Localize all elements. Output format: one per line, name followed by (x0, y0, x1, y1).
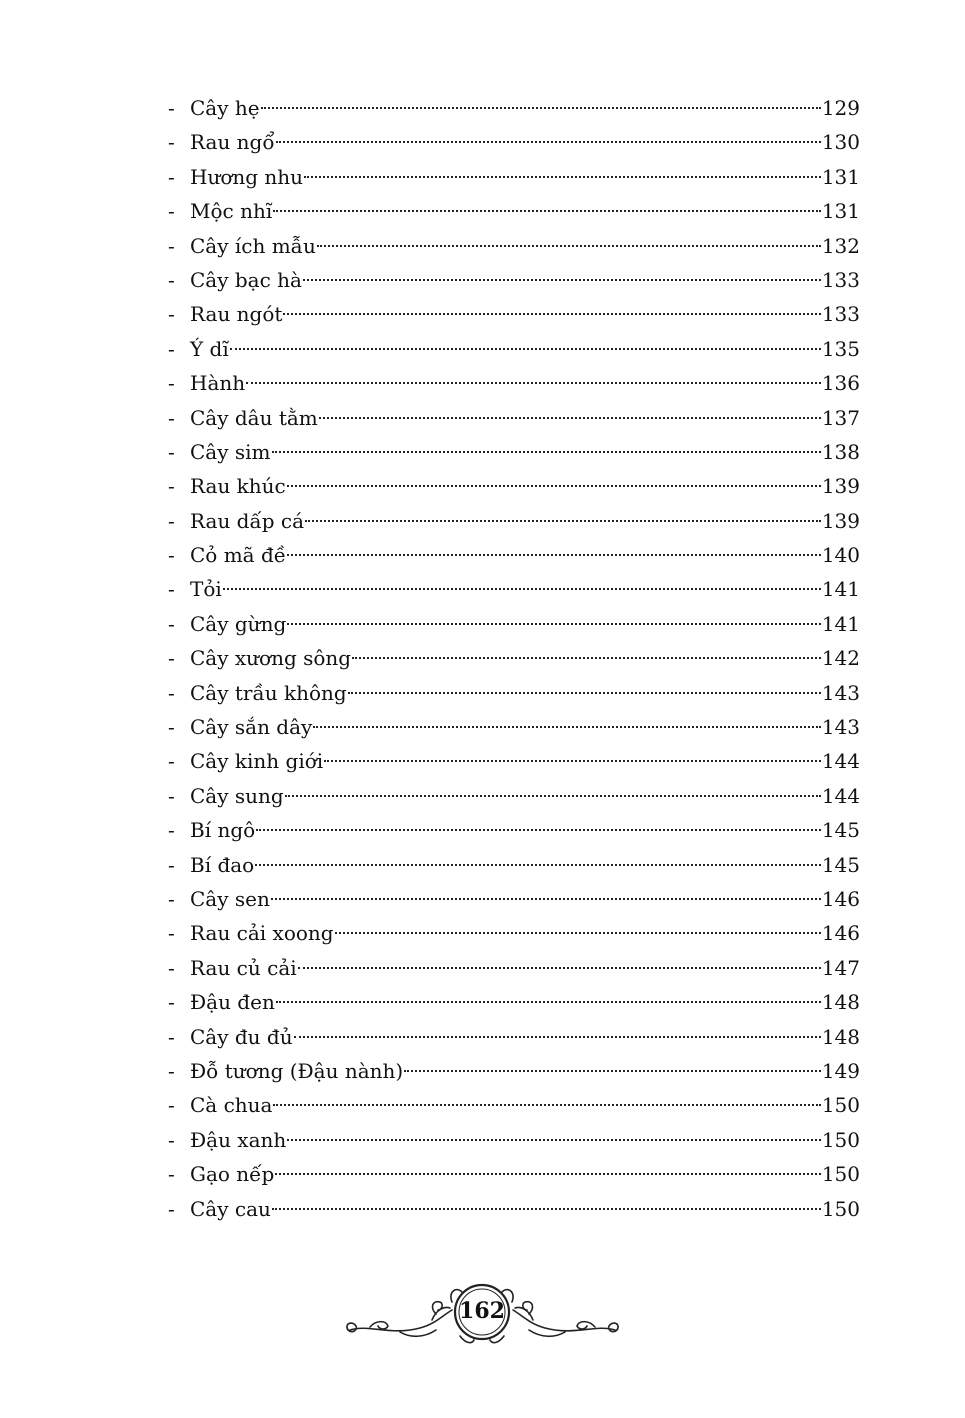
toc-entry-page-number: 150 (821, 1162, 860, 1187)
toc-bullet: - (168, 886, 175, 911)
toc-bullet: - (168, 439, 175, 464)
toc-bullet: - (168, 474, 175, 499)
toc-entry-title: Cây dâu tằm (190, 405, 318, 430)
toc-entry (168, 710, 860, 744)
dot-leader (335, 932, 821, 934)
toc-entry-title: Cây kinh giới (190, 749, 324, 774)
page-number: 162 (459, 1298, 505, 1324)
toc-entry-title: Cây sung (190, 783, 284, 808)
toc-bullet: - (168, 1162, 175, 1187)
toc-entry-title: Cây trầu không (190, 680, 347, 705)
toc-entry-page-number: 141 (821, 577, 860, 602)
toc-entry-title: Cỏ mã đề (190, 543, 287, 568)
dot-leader (294, 1036, 821, 1038)
toc-entry-title: Cây bạc hà (190, 267, 302, 292)
toc-bullet: - (168, 508, 175, 533)
toc-entry-title: Mộc nhĩ (190, 199, 273, 224)
dot-leader (272, 1208, 821, 1210)
toc-entry (168, 263, 860, 297)
toc-bullet: - (168, 749, 175, 774)
toc-entry-title: Rau khúc (190, 474, 286, 499)
toc-entry (168, 125, 860, 159)
toc-entry-title: Cây ích mẫu (190, 233, 316, 258)
toc-entry-page-number: 140 (821, 543, 860, 568)
toc-entry-title: Cây sắn dây (190, 715, 313, 740)
toc-entry-title: Cây cau (190, 1196, 271, 1221)
toc-entry-title: Bí ngô (190, 818, 256, 843)
toc-entry (168, 297, 860, 331)
toc-entry-page-number: 142 (821, 646, 860, 671)
toc-entry (168, 676, 860, 710)
toc-entry-page-number: 150 (821, 1093, 860, 1118)
toc-entry (168, 91, 860, 125)
dot-leader (276, 1001, 821, 1003)
toc-entry (168, 882, 860, 916)
toc-bullet: - (168, 646, 175, 671)
toc-entry-title: Cây sen (190, 886, 270, 911)
toc-entry-page-number: 141 (821, 611, 860, 636)
toc-bullet: - (168, 336, 175, 361)
table-of-contents (168, 91, 860, 1226)
dot-leader (304, 176, 821, 178)
toc-entry (168, 1020, 860, 1054)
dot-leader (287, 1139, 821, 1141)
toc-entry-page-number: 146 (821, 921, 860, 946)
toc-entry (168, 332, 860, 366)
toc-entry-page-number: 150 (821, 1196, 860, 1221)
dot-leader (352, 657, 821, 659)
toc-entry-page-number: 133 (821, 302, 860, 327)
toc-entry-page-number: 146 (821, 886, 860, 911)
dot-leader (319, 417, 821, 419)
toc-bullet: - (168, 577, 175, 602)
dot-leader (303, 279, 821, 281)
dot-leader (272, 451, 821, 453)
toc-bullet: - (168, 130, 175, 155)
toc-entry-page-number: 138 (821, 439, 860, 464)
toc-bullet: - (168, 852, 175, 877)
toc-entry (168, 538, 860, 572)
toc-entry (168, 435, 860, 469)
dot-leader (246, 382, 821, 384)
toc-entry (168, 194, 860, 228)
toc-entry-page-number: 145 (821, 852, 860, 877)
toc-entry-page-number: 135 (821, 336, 860, 361)
toc-bullet: - (168, 1127, 175, 1152)
toc-bullet: - (168, 715, 175, 740)
dot-leader (223, 588, 821, 590)
dot-leader (261, 107, 821, 109)
toc-entry (168, 951, 860, 985)
toc-entry (168, 916, 860, 950)
toc-entry-title: Cây sim (190, 439, 271, 464)
toc-entry-title: Gạo nếp (190, 1162, 275, 1187)
toc-entry-page-number: 143 (821, 715, 860, 740)
toc-entry-title: Rau dấp cá (190, 508, 305, 533)
toc-entry (168, 1192, 860, 1226)
toc-entry (168, 985, 860, 1019)
toc-bullet: - (168, 1058, 175, 1083)
toc-entry-title: Cà chua (190, 1093, 273, 1118)
dot-leader (230, 348, 821, 350)
toc-bullet: - (168, 818, 175, 843)
toc-bullet: - (168, 1196, 175, 1221)
toc-bullet: - (168, 96, 175, 120)
toc-bullet: - (168, 405, 175, 430)
toc-entry-page-number: 148 (821, 990, 860, 1015)
dot-leader (273, 1104, 820, 1106)
toc-entry-title: Hành (190, 371, 246, 396)
toc-entry-page-number: 131 (821, 199, 860, 224)
toc-entry-title: Rau cải xoong (190, 921, 334, 946)
toc-entry (168, 229, 860, 263)
toc-bullet: - (168, 990, 175, 1015)
toc-entry-page-number: 139 (821, 474, 860, 499)
toc-entry-page-number: 137 (821, 405, 860, 430)
toc-entry (168, 779, 860, 813)
toc-entry-page-number: 143 (821, 680, 860, 705)
toc-entry-title: Đỗ tương (Đậu nành) (190, 1058, 404, 1083)
dot-leader (298, 967, 821, 969)
toc-entry-page-number: 145 (821, 818, 860, 843)
toc-entry-page-number: 150 (821, 1127, 860, 1152)
toc-entry-page-number: 144 (821, 749, 860, 774)
toc-entry (168, 744, 860, 778)
toc-entry-page-number: 130 (821, 130, 860, 155)
toc-bullet: - (168, 543, 175, 568)
toc-bullet: - (168, 611, 175, 636)
toc-bullet: - (168, 680, 175, 705)
toc-entry (168, 401, 860, 435)
dot-leader (273, 210, 821, 212)
toc-bullet: - (168, 302, 175, 327)
toc-entry (168, 848, 860, 882)
toc-entry-title: Rau ngổ (190, 130, 275, 155)
dot-leader (317, 245, 821, 247)
toc-entry-page-number: 147 (821, 955, 860, 980)
toc-entry-page-number: 144 (821, 783, 860, 808)
dot-leader (305, 520, 821, 522)
toc-entry-page-number: 133 (821, 267, 860, 292)
dot-leader (313, 726, 820, 728)
dot-leader (271, 898, 821, 900)
toc-bullet: - (168, 1093, 175, 1118)
toc-entry-title: Cây gừng (190, 611, 287, 636)
toc-entry-page-number: 136 (821, 371, 860, 396)
toc-bullet: - (168, 267, 175, 292)
toc-entry (168, 160, 860, 194)
toc-entry-title: Cây hẹ (190, 96, 260, 120)
toc-entry (168, 1157, 860, 1191)
toc-bullet: - (168, 921, 175, 946)
toc-entry (168, 469, 860, 503)
dot-leader (276, 141, 821, 143)
toc-entry-title: Cây xương sông (190, 646, 352, 671)
toc-entry-page-number: 131 (821, 164, 860, 189)
toc-bullet: - (168, 164, 175, 189)
dot-leader (275, 1173, 821, 1175)
dot-leader (255, 864, 821, 866)
toc-entry-title: Đậu xanh (190, 1127, 287, 1152)
toc-entry-title: Rau ngót (190, 302, 283, 327)
toc-bullet: - (168, 1024, 175, 1049)
page-footer (340, 1280, 625, 1350)
toc-bullet: - (168, 783, 175, 808)
dot-leader (283, 313, 820, 315)
toc-entry (168, 572, 860, 606)
toc-entry (168, 607, 860, 641)
toc-entry-title: Rau củ cải (190, 955, 297, 980)
toc-entry-title: Bí đao (190, 852, 255, 877)
toc-entry-title: Hương nhu (190, 164, 304, 189)
toc-bullet: - (168, 199, 175, 224)
toc-entry-title: Ý dĩ (190, 336, 229, 361)
toc-entry (168, 813, 860, 847)
dot-leader (287, 623, 821, 625)
toc-entry (168, 1123, 860, 1157)
dot-leader (404, 1070, 821, 1072)
dot-leader (287, 554, 821, 556)
toc-entry-title: Tỏi (190, 577, 222, 602)
toc-bullet: - (168, 955, 175, 980)
toc-bullet: - (168, 371, 175, 396)
toc-entry-page-number: 129 (821, 96, 860, 120)
toc-entry (168, 504, 860, 538)
toc-entry (168, 641, 860, 675)
toc-entry-title: Đậu đen (190, 990, 275, 1015)
toc-entry (168, 1054, 860, 1088)
toc-entry (168, 1088, 860, 1122)
dot-leader (348, 692, 821, 694)
toc-entry-page-number: 132 (821, 233, 860, 258)
dot-leader (256, 829, 821, 831)
dot-leader (324, 760, 821, 762)
dot-leader (287, 485, 821, 487)
toc-entry-page-number: 149 (821, 1058, 860, 1083)
toc-entry-page-number: 148 (821, 1024, 860, 1049)
toc-bullet: - (168, 233, 175, 258)
dot-leader (285, 795, 821, 797)
toc-entry-page-number: 139 (821, 508, 860, 533)
toc-entry-title: Cây đu đủ (190, 1024, 293, 1049)
toc-entry (168, 366, 860, 400)
